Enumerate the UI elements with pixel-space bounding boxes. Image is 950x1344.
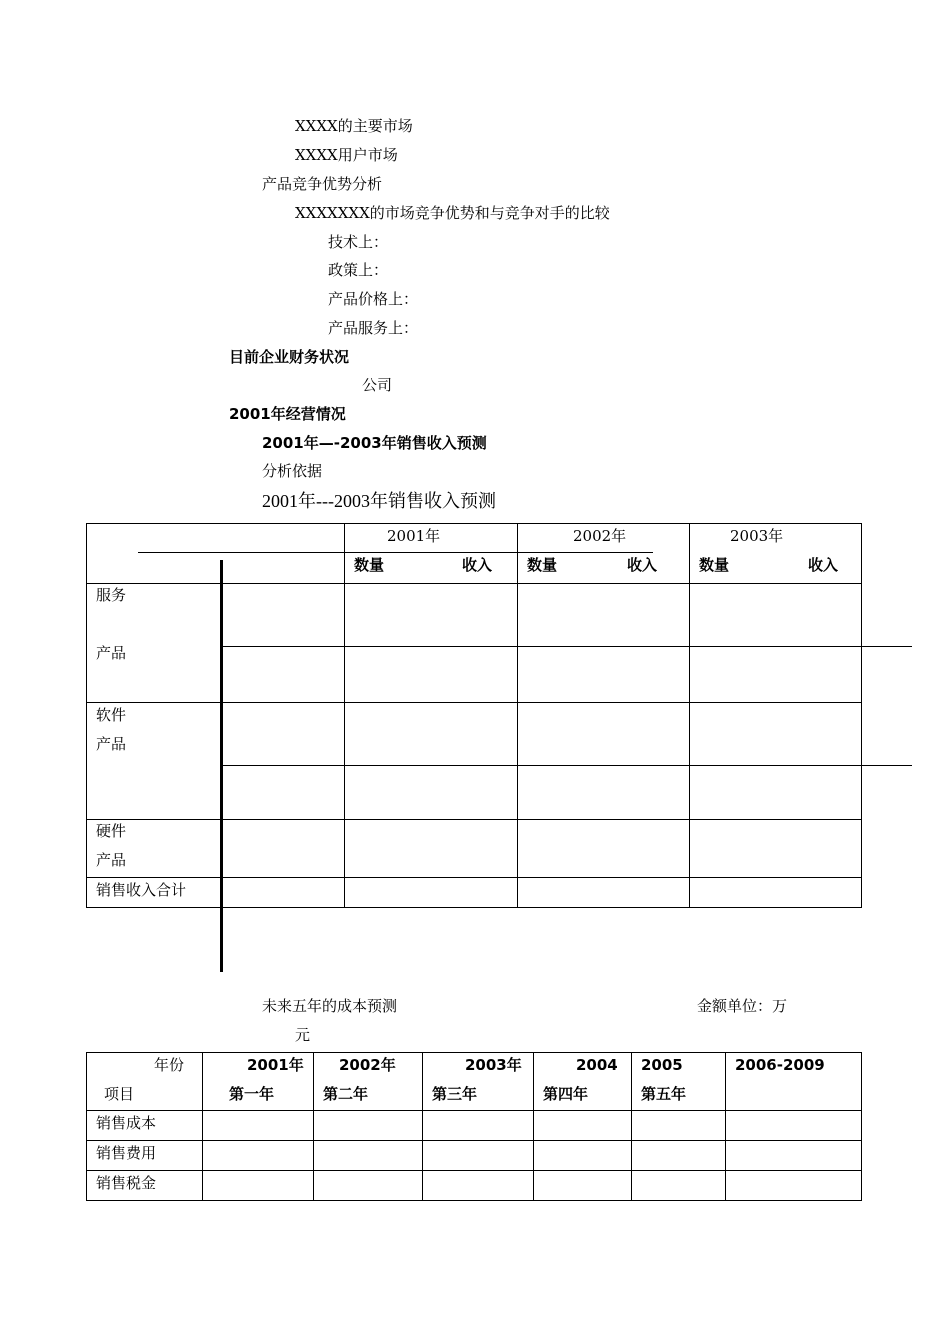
outline-competitive-analysis: 产品竞争优势分析 — [262, 175, 383, 193]
year-header-2001: 2001年 — [387, 527, 441, 545]
amount-unit-cont: 元 — [295, 1026, 311, 1044]
year-header-2002: 2002年 — [573, 527, 627, 545]
outline-service: 产品服务上： — [328, 319, 419, 337]
year-header-2003: 2003年 — [730, 527, 784, 545]
outline-technology: 技术上： — [328, 233, 389, 251]
section-sales-forecast: 2001年—-2003年销售收入预测 — [262, 434, 487, 452]
row-label-hardware: 硬件 — [96, 822, 127, 840]
col-year-2001: 2001年 — [247, 1056, 304, 1074]
col-label-1: 第一年 — [229, 1085, 275, 1103]
row-sales-expense: 销售费用 — [96, 1144, 157, 1162]
income-header: 收入 — [627, 556, 658, 574]
outline-competitor-comparison: XXXXXXX的市场竞争优势和与竞争对手的比较 — [295, 204, 610, 222]
section-2001-operations: 2001年经营情况 — [229, 405, 346, 423]
col-year-2006-2009: 2006-2009 — [735, 1056, 825, 1074]
outline-main-market: XXXX的主要市场 — [295, 117, 413, 135]
row-label-software-product: 产品 — [96, 735, 127, 753]
qty-header: 数量 — [354, 556, 385, 574]
row-label-service-product: 产品 — [96, 644, 127, 662]
col-year-2003: 2003年 — [465, 1056, 522, 1074]
outline-policy: 政策上： — [328, 261, 389, 279]
row-label-software: 软件 — [96, 706, 127, 724]
row-label-hardware-product: 产品 — [96, 851, 127, 869]
col-label-3: 第三年 — [432, 1085, 478, 1103]
amount-unit: 金额单位：万 — [697, 997, 788, 1015]
section-financial-status: 目前企业财务状况 — [229, 348, 350, 366]
cost-table-title: 未来五年的成本预测 — [262, 997, 398, 1015]
qty-header: 数量 — [699, 556, 730, 574]
col-label-5: 第五年 — [641, 1085, 687, 1103]
row-label-service: 服务 — [96, 586, 127, 604]
row-sales-cost: 销售成本 — [96, 1114, 157, 1132]
col-year-2004: 2004 — [576, 1056, 618, 1074]
col-year-2002: 2002年 — [339, 1056, 396, 1074]
income-header: 收入 — [808, 556, 839, 574]
outline-price: 产品价格上： — [328, 290, 419, 308]
outline-user-market: XXXX用户市场 — [295, 146, 398, 164]
sales-table-title: 2001年---2003年销售收入预测 — [262, 491, 496, 511]
row-label-sales-total: 销售收入合计 — [96, 881, 187, 899]
col-label-2: 第二年 — [323, 1085, 369, 1103]
outline-company: 公司 — [362, 376, 393, 394]
col-year-2005: 2005 — [641, 1056, 683, 1074]
corner-item: 项目 — [104, 1085, 135, 1103]
col-label-4: 第四年 — [543, 1085, 589, 1103]
outline-analysis-basis: 分析依据 — [262, 462, 323, 480]
corner-year: 年份 — [154, 1056, 185, 1074]
income-header: 收入 — [462, 556, 493, 574]
row-sales-tax: 销售税金 — [96, 1174, 157, 1192]
qty-header: 数量 — [527, 556, 558, 574]
